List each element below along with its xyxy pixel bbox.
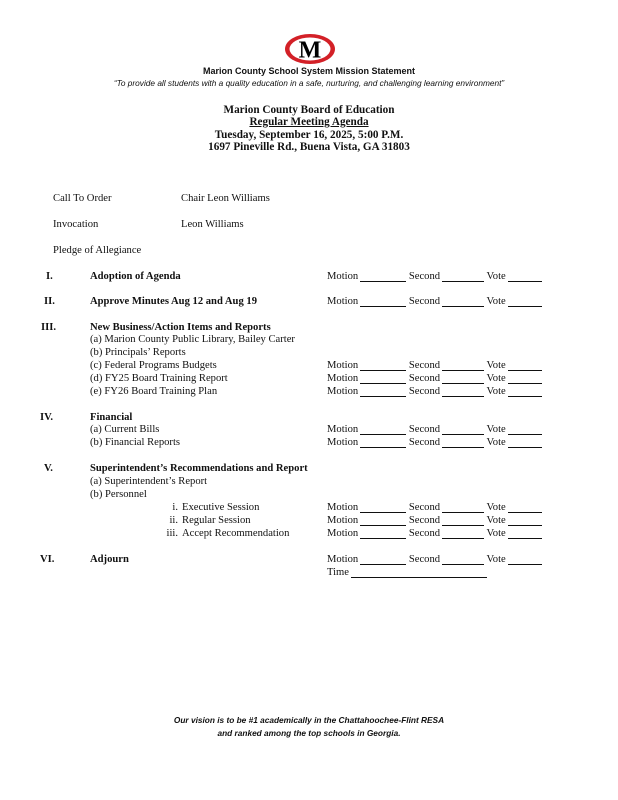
vote-blank [508,502,542,513]
motion-blank [360,271,406,282]
subitem-number: i. [172,502,178,513]
vote-blank [508,296,542,307]
section-title: New Business/Action Items and Reports [90,322,271,333]
second-blank [442,360,484,371]
subitem-number: ii. [169,515,178,526]
motion-blank [360,360,406,371]
list-item: (c) Federal Programs Budgets [90,360,217,371]
subitem-label: Accept Recommendation [182,528,290,539]
subitem-label: Regular Session [182,515,251,526]
time-row [327,567,487,578]
time-label: Time [327,567,349,578]
motion-blank [360,554,406,565]
vote-label: Vote [486,554,506,565]
motion-second-vote-row [327,424,542,435]
motion-second-vote-row [327,554,542,565]
second-blank [442,528,484,539]
subitem-label: Executive Session [182,502,260,513]
meeting-address: 1697 Pineville Rd., Buena Vista, GA 31803 [208,141,410,153]
vote-blank [508,360,542,371]
second-label: Second [408,424,441,435]
motion-second-vote-row [327,502,542,513]
mission-statement: “To provide all students with a quality education in a safe, nurturing, and challenging learning environment” [113,78,505,88]
second-blank [442,296,484,307]
mission-title: Marion County School System Mission Statement [202,66,416,76]
list-item: (a) Marion County Public Library, Bailey Carter [90,334,295,345]
motion-second-vote-row [327,271,542,282]
school-logo [284,33,336,65]
second-label: Second [408,554,441,565]
section-title: Superintendent’s Recommendations and Report [90,463,308,474]
opening-label-invocation: Invocation [53,219,99,230]
vote-blank [508,437,542,448]
second-label: Second [408,515,441,526]
vote-label: Vote [486,373,506,384]
list-item: (d) FY25 Board Training Report [90,373,228,384]
opening-label-call-to-order: Call To Order [53,193,112,204]
motion-second-vote-row [327,528,542,539]
second-blank [442,502,484,513]
section-title: Adoption of Agenda [90,271,181,282]
motion-blank [360,528,406,539]
motion-second-vote-row [327,360,542,371]
vote-label: Vote [486,360,506,371]
motion-blank [360,373,406,384]
board-name: Marion County Board of Education [223,104,395,116]
section-number: VI. [40,554,55,565]
motion-label: Motion [327,373,359,384]
motion-label: Motion [327,502,359,513]
list-item: (b) Personnel [90,489,147,500]
motion-second-vote-row [327,437,542,448]
vision-statement-line-1: Our vision is to be #1 academically in the Chattahoochee-Flint RESA [173,715,445,725]
section-title: Financial [90,412,133,423]
motion-blank [360,437,406,448]
vision-statement-line-2: and ranked among the top schools in Georgia. [217,728,401,738]
motion-blank [360,296,406,307]
vote-label: Vote [486,528,506,539]
vote-blank [508,373,542,384]
meeting-date: Tuesday, September 16, 2025, 5:00 P.M. [214,129,404,141]
second-blank [442,424,484,435]
motion-label: Motion [327,515,359,526]
vote-label: Vote [486,502,506,513]
subitem-number: iii. [166,528,178,539]
motion-label: Motion [327,386,359,397]
second-blank [442,515,484,526]
motion-label: Motion [327,528,359,539]
vote-label: Vote [486,386,506,397]
vote-label: Vote [486,271,506,282]
vote-blank [508,554,542,565]
section-number: V. [44,463,53,474]
motion-label: Motion [327,271,359,282]
second-label: Second [408,386,441,397]
vote-blank [508,424,542,435]
second-blank [442,386,484,397]
time-blank [351,567,487,578]
motion-label: Motion [327,360,359,371]
opening-value-call-to-order: Chair Leon Williams [181,193,270,204]
section-number: IV. [40,412,54,423]
motion-blank [360,386,406,397]
section-title: Approve Minutes Aug 12 and Aug 19 [90,296,257,307]
second-label: Second [408,502,441,513]
opening-label-pledge: Pledge of Allegiance [53,245,142,256]
motion-second-vote-row [327,373,542,384]
motion-label: Motion [327,437,359,448]
second-label: Second [408,296,441,307]
agenda-title-text: Regular Meeting Agenda [249,116,369,128]
section-number: II. [44,296,55,307]
motion-second-vote-row [327,515,542,526]
second-label: Second [408,271,441,282]
vote-label: Vote [486,296,506,307]
motion-label: Motion [327,424,359,435]
second-label: Second [408,373,441,384]
second-blank [442,373,484,384]
vote-blank [508,386,542,397]
second-blank [442,437,484,448]
vote-label: Vote [486,437,506,448]
motion-label: Motion [327,554,359,565]
agenda-title [0,116,618,128]
vote-blank [508,528,542,539]
vote-label: Vote [486,515,506,526]
second-blank [442,271,484,282]
section-title: Adjourn [90,554,129,565]
motion-blank [360,515,406,526]
motion-blank [360,424,406,435]
section-number: I. [46,271,53,282]
second-label: Second [408,528,441,539]
second-blank [442,554,484,565]
opening-value-invocation: Leon Williams [181,219,244,230]
motion-label: Motion [327,296,359,307]
vote-blank [508,271,542,282]
list-item: (a) Current Bills [90,424,160,435]
second-label: Second [408,437,441,448]
list-item: (a) Superintendent’s Report [90,476,208,487]
section-number: III. [41,322,57,333]
motion-second-vote-row [327,296,542,307]
list-item: (e) FY26 Board Training Plan [90,386,218,397]
vote-label: Vote [486,424,506,435]
second-label: Second [408,360,441,371]
vote-blank [508,515,542,526]
motion-blank [360,502,406,513]
logo-letter: M [298,37,322,64]
list-item: (b) Financial Reports [90,437,181,448]
list-item: (b) Principals’ Reports [90,347,186,358]
motion-second-vote-row [327,386,542,397]
